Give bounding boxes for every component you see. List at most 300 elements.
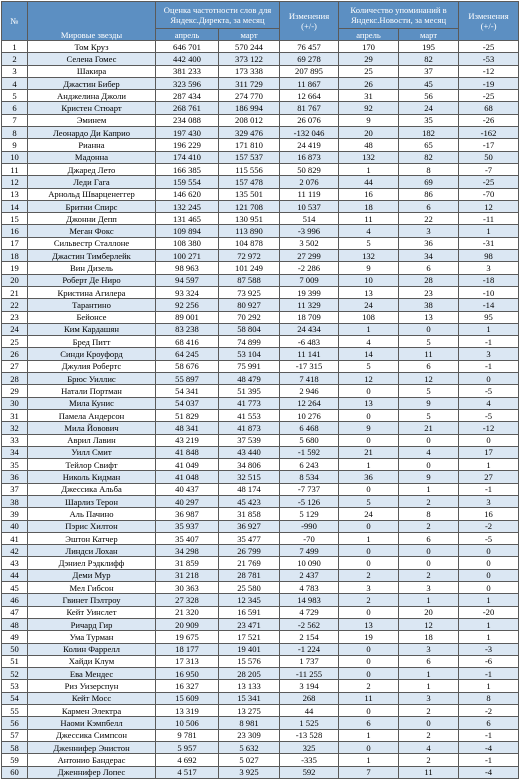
star-name-cell: Дженнифер Энистон: [28, 741, 156, 753]
table-row: [2, 582, 519, 594]
news-change-cell: 0: [459, 569, 519, 581]
news-change-cell: -53: [459, 53, 519, 65]
row-number-cell: 23: [2, 311, 28, 323]
news-change-cell: 3: [459, 262, 519, 274]
yandex-change-cell: 18 709: [280, 311, 339, 323]
news-march-cell: 0: [399, 717, 459, 729]
table-row: [2, 274, 519, 286]
yandex-april-cell: 4 692: [156, 754, 219, 766]
yandex-march-cell: 17 521: [219, 631, 280, 643]
yandex-march-cell: 19 401: [219, 643, 280, 655]
yandex-march-cell: 570 244: [219, 41, 280, 53]
star-name-cell: Джастин Тимберлейк: [28, 250, 156, 262]
news-change-cell: -14: [459, 299, 519, 311]
star-name-cell: Натали Портман: [28, 385, 156, 397]
yandex-march-cell: 26 799: [219, 545, 280, 557]
table-row: [2, 422, 519, 434]
news-april-cell: 0: [339, 668, 399, 680]
yandex-change-cell: 4 783: [280, 582, 339, 594]
star-name-cell: Меган Фокс: [28, 225, 156, 237]
table-row: [2, 483, 519, 495]
yandex-march-cell: 32 515: [219, 471, 280, 483]
yandex-change-cell: 11 329: [280, 299, 339, 311]
star-name-cell: Аврил Лавин: [28, 434, 156, 446]
table-row: [2, 729, 519, 741]
news-april-cell: 0: [339, 545, 399, 557]
star-name-cell: Бритни Спирс: [28, 200, 156, 212]
news-april-cell: 14: [339, 348, 399, 360]
row-number-cell: 51: [2, 655, 28, 667]
news-april-cell: 2: [339, 569, 399, 581]
table-row: [2, 151, 519, 163]
row-number-cell: 21: [2, 286, 28, 298]
yandex-change-cell: -5 126: [280, 495, 339, 507]
yandex-march-cell: 53 104: [219, 348, 280, 360]
star-name-cell: Антонио Бандерас: [28, 754, 156, 766]
news-march-cell: 3: [399, 582, 459, 594]
yandex-march-cell: 5 027: [219, 754, 280, 766]
news-april-cell: 0: [339, 606, 399, 618]
yandex-april-cell: 41 848: [156, 446, 219, 458]
yandex-change-cell: -1 592: [280, 446, 339, 458]
yandex-march-cell: 28 781: [219, 569, 280, 581]
row-number-cell: 59: [2, 754, 28, 766]
table-row: [2, 741, 519, 753]
news-march-cell: 182: [399, 127, 459, 139]
news-change-cell: 0: [459, 582, 519, 594]
table-row: [2, 754, 519, 766]
news-march-cell: 3: [399, 643, 459, 655]
table-row: [2, 262, 519, 274]
yandex-april-cell: 35 407: [156, 532, 219, 544]
news-april-cell: 11: [339, 692, 399, 704]
news-change-cell: 4: [459, 397, 519, 409]
news-april-cell: 4: [339, 336, 399, 348]
table-row: [2, 237, 519, 249]
yandex-change-cell: -335: [280, 754, 339, 766]
news-april-cell: 108: [339, 311, 399, 323]
yandex-april-cell: 31 859: [156, 557, 219, 569]
yandex-april-cell: 131 465: [156, 213, 219, 225]
star-name-cell: Кейт Уинслет: [28, 606, 156, 618]
yandex-march-cell: 48 174: [219, 483, 280, 495]
news-change-cell: 98: [459, 250, 519, 262]
yandex-change-cell: 7 499: [280, 545, 339, 557]
news-change-cell: -5: [459, 385, 519, 397]
yandex-march-cell: 45 423: [219, 495, 280, 507]
news-march-cell: 35: [399, 114, 459, 126]
header-yandex-news: Количество упоминаний в Яндекс.Новости, за месяц: [339, 2, 459, 29]
star-name-cell: Шакира: [28, 65, 156, 77]
yandex-march-cell: 75 991: [219, 360, 280, 372]
row-number-cell: 46: [2, 594, 28, 606]
yandex-change-cell: 44: [280, 705, 339, 717]
yandex-april-cell: 94 597: [156, 274, 219, 286]
yandex-april-cell: 174 410: [156, 151, 219, 163]
yandex-april-cell: 268 761: [156, 102, 219, 114]
news-april-cell: 0: [339, 557, 399, 569]
yandex-march-cell: 35 477: [219, 532, 280, 544]
yandex-april-cell: 64 245: [156, 348, 219, 360]
news-change-cell: -18: [459, 274, 519, 286]
table-row: [2, 163, 519, 175]
yandex-march-cell: 73 925: [219, 286, 280, 298]
row-number-cell: 2: [2, 53, 28, 65]
news-march-cell: 82: [399, 151, 459, 163]
news-change-cell: 95: [459, 311, 519, 323]
news-april-cell: 0: [339, 741, 399, 753]
table-row: [2, 471, 519, 483]
news-march-cell: 13: [399, 311, 459, 323]
news-april-cell: 5: [339, 495, 399, 507]
star-name-cell: Джаред Лето: [28, 163, 156, 175]
row-number-cell: 3: [2, 65, 28, 77]
news-april-cell: 31: [339, 90, 399, 102]
news-change-cell: 3: [459, 348, 519, 360]
yandex-april-cell: 20 909: [156, 618, 219, 630]
yandex-april-cell: 41 048: [156, 471, 219, 483]
yandex-change-cell: -990: [280, 520, 339, 532]
news-change-cell: 8: [459, 692, 519, 704]
yandex-change-cell: 76 457: [280, 41, 339, 53]
news-april-cell: 48: [339, 139, 399, 151]
table-row: [2, 520, 519, 532]
row-number-cell: 15: [2, 213, 28, 225]
news-change-cell: 12: [459, 200, 519, 212]
table-row: [2, 90, 519, 102]
star-name-cell: Джулия Робертс: [28, 360, 156, 372]
row-number-cell: 26: [2, 348, 28, 360]
table-row: [2, 200, 519, 212]
yandex-april-cell: 43 219: [156, 434, 219, 446]
yandex-march-cell: 121 708: [219, 200, 280, 212]
yandex-march-cell: 70 292: [219, 311, 280, 323]
header-april-1: апрель: [156, 29, 219, 41]
table-row: [2, 545, 519, 557]
yandex-april-cell: 98 963: [156, 262, 219, 274]
news-march-cell: 4: [399, 446, 459, 458]
news-april-cell: 4: [339, 225, 399, 237]
yandex-march-cell: 74 899: [219, 336, 280, 348]
news-march-cell: 1: [399, 668, 459, 680]
table-row: [2, 311, 519, 323]
news-change-cell: -19: [459, 77, 519, 89]
star-name-cell: Ричард Гир: [28, 618, 156, 630]
news-april-cell: 9: [339, 422, 399, 434]
news-march-cell: 1: [399, 680, 459, 692]
news-march-cell: 86: [399, 188, 459, 200]
news-march-cell: 5: [399, 409, 459, 421]
row-number-cell: 32: [2, 422, 28, 434]
news-april-cell: 5: [339, 360, 399, 372]
news-change-cell: 1: [459, 225, 519, 237]
row-number-cell: 35: [2, 459, 28, 471]
row-number-cell: 31: [2, 409, 28, 421]
news-march-cell: 6: [399, 655, 459, 667]
yandex-april-cell: 58 676: [156, 360, 219, 372]
news-march-cell: 28: [399, 274, 459, 286]
table-row: [2, 606, 519, 618]
star-name-cell: Синди Кроуфорд: [28, 348, 156, 360]
table-row: [2, 668, 519, 680]
star-name-cell: Сильвестр Сталлоне: [28, 237, 156, 249]
yandex-march-cell: 373 122: [219, 53, 280, 65]
star-name-cell: Роберт Де Ниро: [28, 274, 156, 286]
news-april-cell: 20: [339, 127, 399, 139]
news-april-cell: 18: [339, 200, 399, 212]
yandex-change-cell: 3 194: [280, 680, 339, 692]
header-change-2: Изменения (+/-): [459, 2, 519, 41]
news-change-cell: 3: [459, 495, 519, 507]
row-number-cell: 56: [2, 717, 28, 729]
table-row: [2, 508, 519, 520]
yandex-march-cell: 208 012: [219, 114, 280, 126]
yandex-change-cell: 1 737: [280, 655, 339, 667]
news-april-cell: 0: [339, 409, 399, 421]
yandex-april-cell: 100 271: [156, 250, 219, 262]
news-march-cell: 6: [399, 360, 459, 372]
yandex-change-cell: -2 562: [280, 618, 339, 630]
yandex-change-cell: -132 046: [280, 127, 339, 139]
star-name-cell: Брюс Уиллис: [28, 373, 156, 385]
news-change-cell: 0: [459, 545, 519, 557]
row-number-cell: 49: [2, 631, 28, 643]
news-april-cell: 1: [339, 729, 399, 741]
news-march-cell: 2: [399, 495, 459, 507]
table-row: [2, 114, 519, 126]
news-april-cell: 3: [339, 582, 399, 594]
yandex-change-cell: -3 996: [280, 225, 339, 237]
yandex-march-cell: 135 501: [219, 188, 280, 200]
row-number-cell: 18: [2, 250, 28, 262]
row-number-cell: 12: [2, 176, 28, 188]
yandex-change-cell: 27 299: [280, 250, 339, 262]
news-march-cell: 11: [399, 766, 459, 778]
news-change-cell: -12: [459, 422, 519, 434]
row-number-cell: 44: [2, 569, 28, 581]
yandex-change-cell: -17 315: [280, 360, 339, 372]
news-april-cell: 1: [339, 163, 399, 175]
yandex-april-cell: 287 434: [156, 90, 219, 102]
yandex-change-cell: 7 418: [280, 373, 339, 385]
yandex-april-cell: 16 950: [156, 668, 219, 680]
news-change-cell: -3: [459, 643, 519, 655]
news-march-cell: 56: [399, 90, 459, 102]
yandex-april-cell: 48 341: [156, 422, 219, 434]
star-name-cell: Рианна: [28, 139, 156, 151]
yandex-april-cell: 30 363: [156, 582, 219, 594]
news-change-cell: -5: [459, 409, 519, 421]
news-april-cell: 0: [339, 483, 399, 495]
news-march-cell: 12: [399, 373, 459, 385]
news-march-cell: 82: [399, 53, 459, 65]
news-april-cell: 10: [339, 274, 399, 286]
news-march-cell: 0: [399, 323, 459, 335]
yandex-change-cell: 6 243: [280, 459, 339, 471]
yandex-april-cell: 109 894: [156, 225, 219, 237]
news-change-cell: -25: [459, 41, 519, 53]
star-name-cell: Наоми Кэмпбелл: [28, 717, 156, 729]
yandex-march-cell: 130 951: [219, 213, 280, 225]
table-row: [2, 77, 519, 89]
yandex-april-cell: 108 380: [156, 237, 219, 249]
news-change-cell: -5: [459, 532, 519, 544]
yandex-march-cell: 51 395: [219, 385, 280, 397]
yandex-april-cell: 54 037: [156, 397, 219, 409]
news-april-cell: 13: [339, 618, 399, 630]
news-april-cell: 36: [339, 471, 399, 483]
news-change-cell: -70: [459, 188, 519, 200]
row-number-cell: 45: [2, 582, 28, 594]
news-april-cell: 13: [339, 397, 399, 409]
row-number-cell: 27: [2, 360, 28, 372]
news-change-cell: -1: [459, 483, 519, 495]
yandex-march-cell: 113 890: [219, 225, 280, 237]
yandex-april-cell: 15 609: [156, 692, 219, 704]
yandex-april-cell: 323 596: [156, 77, 219, 89]
news-march-cell: 3: [399, 692, 459, 704]
yandex-april-cell: 31 218: [156, 569, 219, 581]
row-number-cell: 5: [2, 90, 28, 102]
news-change-cell: 27: [459, 471, 519, 483]
news-change-cell: -4: [459, 766, 519, 778]
yandex-april-cell: 5 957: [156, 741, 219, 753]
news-march-cell: 0: [399, 545, 459, 557]
news-march-cell: 45: [399, 77, 459, 89]
star-name-cell: Мел Гибсон: [28, 582, 156, 594]
news-april-cell: 0: [339, 385, 399, 397]
news-march-cell: 0: [399, 557, 459, 569]
star-name-cell: Эминем: [28, 114, 156, 126]
yandex-april-cell: 13 319: [156, 705, 219, 717]
yandex-march-cell: 8 981: [219, 717, 280, 729]
yandex-april-cell: 83 238: [156, 323, 219, 335]
yandex-change-cell: -13 528: [280, 729, 339, 741]
news-march-cell: 5: [399, 336, 459, 348]
yandex-change-cell: 2 946: [280, 385, 339, 397]
yandex-change-cell: -11 255: [280, 668, 339, 680]
header-march-2: март: [399, 29, 459, 41]
news-march-cell: 34: [399, 250, 459, 262]
yandex-march-cell: 3 925: [219, 766, 280, 778]
table-row: [2, 692, 519, 704]
news-change-cell: -25: [459, 90, 519, 102]
yandex-march-cell: 104 878: [219, 237, 280, 249]
header-march-1: март: [219, 29, 280, 41]
star-name-cell: Линдси Лохан: [28, 545, 156, 557]
star-name-cell: Арнольд Шварценеггер: [28, 188, 156, 200]
star-name-cell: Леонардо Ди Каприо: [28, 127, 156, 139]
news-april-cell: 13: [339, 286, 399, 298]
celebrity-stats-table: [1, 1, 519, 779]
yandex-april-cell: 34 298: [156, 545, 219, 557]
yandex-change-cell: 11 141: [280, 348, 339, 360]
news-april-cell: 1: [339, 532, 399, 544]
row-number-cell: 6: [2, 102, 28, 114]
news-march-cell: 22: [399, 213, 459, 225]
yandex-april-cell: 166 385: [156, 163, 219, 175]
table-row: [2, 53, 519, 65]
star-name-cell: Джастин Бибер: [28, 77, 156, 89]
star-name-cell: Том Круз: [28, 41, 156, 53]
table-row: [2, 397, 519, 409]
row-number-cell: 34: [2, 446, 28, 458]
table-row: [2, 409, 519, 421]
news-change-cell: 6: [459, 717, 519, 729]
yandex-april-cell: 51 829: [156, 409, 219, 421]
star-name-cell: Джессика Симпсон: [28, 729, 156, 741]
table-body: [2, 41, 519, 779]
news-change-cell: -2: [459, 520, 519, 532]
yandex-march-cell: 41 773: [219, 397, 280, 409]
table-row: [2, 373, 519, 385]
yandex-march-cell: 31 858: [219, 508, 280, 520]
yandex-march-cell: 23 309: [219, 729, 280, 741]
yandex-april-cell: 16 327: [156, 680, 219, 692]
star-name-cell: Мила Кунис: [28, 397, 156, 409]
table-row: [2, 360, 519, 372]
news-april-cell: 11: [339, 213, 399, 225]
news-change-cell: -1: [459, 729, 519, 741]
news-march-cell: 65: [399, 139, 459, 151]
yandex-april-cell: 234 088: [156, 114, 219, 126]
row-number-cell: 25: [2, 336, 28, 348]
table-row: [2, 176, 519, 188]
yandex-march-cell: 171 810: [219, 139, 280, 151]
news-march-cell: 6: [399, 532, 459, 544]
yandex-change-cell: 2 437: [280, 569, 339, 581]
table-row: [2, 618, 519, 630]
yandex-march-cell: 15 576: [219, 655, 280, 667]
star-name-cell: Бейонсе: [28, 311, 156, 323]
yandex-change-cell: 1 525: [280, 717, 339, 729]
news-change-cell: 0: [459, 434, 519, 446]
yandex-change-cell: 4 729: [280, 606, 339, 618]
star-name-cell: Пэрис Хилтон: [28, 520, 156, 532]
row-number-cell: 28: [2, 373, 28, 385]
yandex-change-cell: 6 468: [280, 422, 339, 434]
news-april-cell: 26: [339, 77, 399, 89]
table-row: [2, 594, 519, 606]
news-march-cell: 36: [399, 237, 459, 249]
yandex-march-cell: 41 873: [219, 422, 280, 434]
yandex-change-cell: 81 767: [280, 102, 339, 114]
yandex-change-cell: 10 537: [280, 200, 339, 212]
row-number-cell: 53: [2, 680, 28, 692]
news-april-cell: 132: [339, 151, 399, 163]
news-change-cell: 68: [459, 102, 519, 114]
news-march-cell: 23: [399, 286, 459, 298]
yandex-march-cell: 157 478: [219, 176, 280, 188]
star-name-cell: Анджелина Джоли: [28, 90, 156, 102]
yandex-april-cell: 442 400: [156, 53, 219, 65]
news-march-cell: 18: [399, 631, 459, 643]
yandex-march-cell: 41 553: [219, 409, 280, 421]
yandex-change-cell: 8 534: [280, 471, 339, 483]
news-change-cell: 1: [459, 594, 519, 606]
row-number-cell: 8: [2, 127, 28, 139]
yandex-change-cell: 12 664: [280, 90, 339, 102]
yandex-april-cell: 40 437: [156, 483, 219, 495]
row-number-cell: 43: [2, 557, 28, 569]
row-number-cell: 52: [2, 668, 28, 680]
yandex-april-cell: 159 554: [156, 176, 219, 188]
yandex-march-cell: 274 770: [219, 90, 280, 102]
news-change-cell: -17: [459, 139, 519, 151]
yandex-march-cell: 186 994: [219, 102, 280, 114]
table-row: [2, 336, 519, 348]
news-change-cell: 1: [459, 631, 519, 643]
